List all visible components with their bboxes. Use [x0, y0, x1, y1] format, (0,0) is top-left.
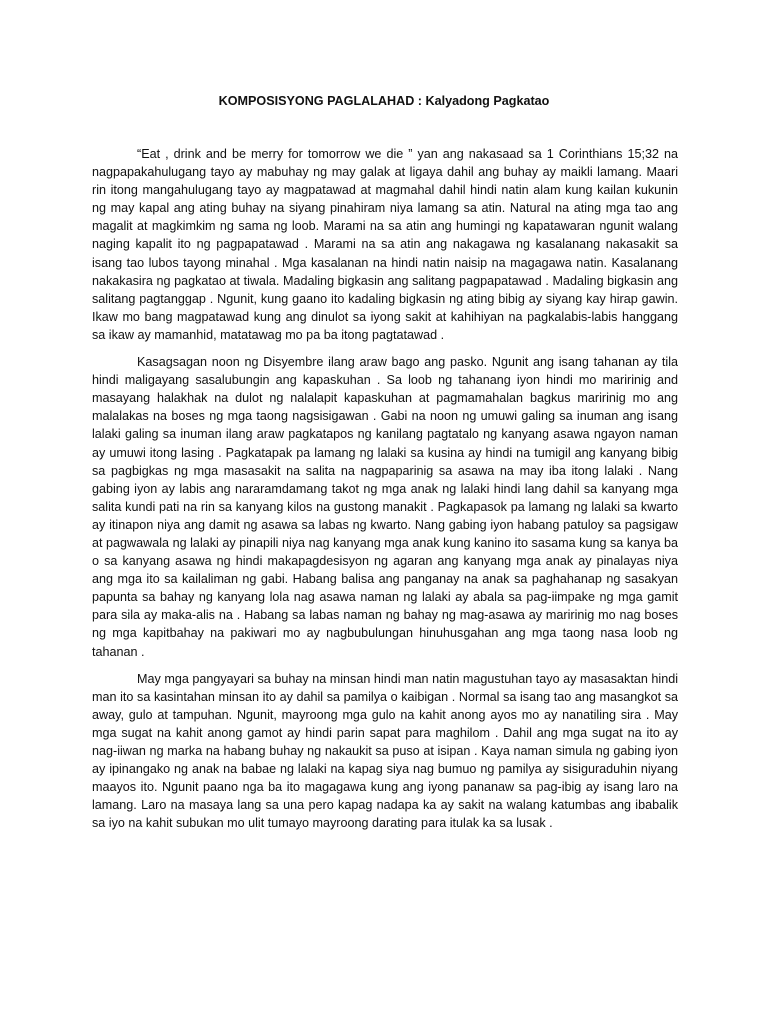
paragraph-1: “Eat , drink and be merry for tomorrow we die ” yan ang nakasaad sa 1 Corinthians 15;32 na nagpapakahulugang tayo ay mabuhay ng may galak at ligaya dahil ang buhay ay maikli lamang. Maari rin itong mangahulugang tayo ay magpatawad at magmahal dahil hindi natin alam kung kailan kukunin ng may kapal ang ating buhay na siyang pinahiram niya lamang sa atin. Natural na ating mga tao ang magalit at magkimkim ng sama ng loob. Marami na sa atin ang humingi ng kapatawaran ngunit walang naging kapalit ito ng pagpapatawad . Marami na sa atin ang nakagawa ng kasalanang nakasakit sa isang tao lubos tayong minahal . Mga kasalanan na hindi natin naisip na magagawa natin. Kasalanang nakakasira ng pagkatao at tiwala. Madaling bigkasin ang salitang pagpapatawad . Madaling bigkasin ang salitang pagtanggap . Ngunit, kung gaano ito kadaling bigkasin ng ating bibig ay siyang kay hirap gawin. Ikaw mo bang magpatawad kung ang dinulot sa iyong sakit at kahihiyan na pagkalabis-labis hanggang sa ikaw ay mamanhid, matatawag mo pa ba itong pagtatawad .: [92, 147, 678, 342]
document-body: [92, 145, 678, 841]
paragraph-2: Kasagsagan noon ng Disyembre ilang araw bago ang pasko. Ngunit ang isang tahanan ay tila hindi maligayang sasalubungin ang kapaskuhan . Sa loob ng tahanang iyon hindi mo maririnig and masayang halakhak na dulot ng nalalapit kapaskuhan at pagmamahalan bagkus maririnig mo ang malalakas na boses ng mga taong nagsisigawan . Gabi na noon ng umuwi galing sa inuman ang isang lalaki galing sa inuman ilang araw pagkatapos ng kanilang pagtatalo ng kanyang asawa ngayon naman ay umuwi itong lasing . Pagkatapak pa lamang ng lalaki sa kusina ay hindi na tumigil ang kanyang bibig sa pagbigkas ng mga masasakit na salita na nagpaparinig sa asawa na may iba itong lalaki . Nang gabing iyon ay labis ang nararamdamang takot ng mga anak ng lalaki hindi lang dahil sa kanyang mga salita kundi pati na rin sa kanyang kilos na gustong manakit . Pagkapasok pa lamang ng lalaki sa kwarto ay itinapon niya ang damit ng asawa sa labas ng kwarto. Nang gabing iyon habang patuloy sa pagsigaw at pagwawala ng lalaki ay pinapili niya nag kanyang mga anak kung kanino ito sasama kung sa kanya ba o sa kanyang asawa ng hindi makapagdesisyon ng agaran ang kanyang mga anak ay pinalayas niya ang mga ito sa kailaliman ng gabi. Habang balisa ang panganay na anak sa paghahanap ng sasakyan papunta sa bahay ng kanyang lola nag asawa naman ng lalaki ay abala sa pag-iimpake ng mga gamit para sila ay maka-alis na . Habang sa labas naman ng bahay ng mag-asawa ay maririnig mo nag boses ng mga kapitbahay na pakiwari mo ay nagbubulungan hinuhusgahan ang mga taong nasa loob ng tahanan .: [92, 355, 678, 659]
paragraph-3: May mga pangyayari sa buhay na minsan hindi man natin magustuhan tayo ay masasaktan hindi man ito sa kasintahan minsan ito ay dahil sa pamilya o kaibigan . Normal sa isang tao ang masangkot sa away, gulo at tampuhan. Ngunit, mayroong mga gulo na kahit anong ayos mo ay nanatiling sira . May mga sugat na kahit anong gamot ay hindi parin sapat para maghilom . Dahil ang mga sugat na ito ay nag-iiwan ng marka na habang buhay ng nakaukit sa puso at isipan . Kaya naman simula ng gabing iyon ay ipinangako ng anak na babae ng lalaki na kapag siya nag bumuo ng pamilya ay sisiguraduhin niyang maayos ito. Ngunit paano nga ba ito magagawa kung ang iyong pananaw sa pag-ibig ay isang laro na lamang. Laro na masaya lang sa una pero kapag nadapa ka ay sakit na walang katumbas ang ibabalik sa iyo na kahit subukan mo ulit tumayo mayroong darating para itulak ka sa lusak .: [92, 671, 678, 831]
document-title: KOMPOSISYONG PAGLALAHAD : Kalyadong Pagkatao: [218, 94, 550, 108]
